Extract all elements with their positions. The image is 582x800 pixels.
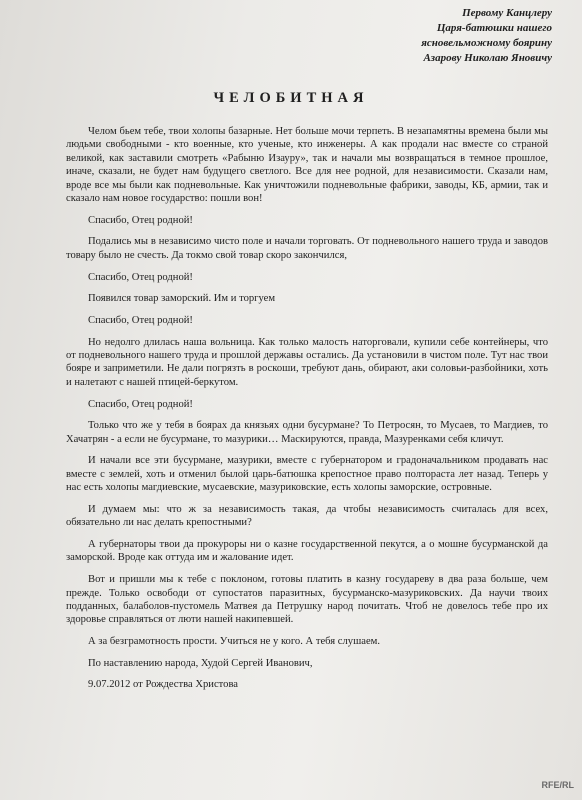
- addressee-line: ясновельможному боярину: [421, 37, 552, 49]
- document-title: ЧЕЛОБИТНАЯ: [213, 90, 369, 106]
- paragraph: А губернаторы твои да прокуроры ни о казне государственной пекутся, а о мошне бусурманской да заморской. Вроде как оттуда им и жалование идет.: [66, 539, 548, 564]
- refrain-line: Спасибо, Отец родной!: [88, 271, 193, 283]
- signature-line: По наставлению народа, Худой Сергей Иванович,: [88, 657, 313, 669]
- paragraph: Только что же у тебя в боярах да князьях одни бусурмане? То Петросян, то Мусаев, то Магдиев, то Хачатрян - а если не бусурмане, то мазурики… Маскируются, правда, Мазуренками себя кличут.: [66, 420, 548, 445]
- paragraph: Подались мы в независимо чисто поле и начали торговать. От подневольного нашего труда и заводов товару было не счесть. Да токмо свой товар скоро закончился,: [66, 236, 548, 261]
- watermark: RFE/RL: [541, 780, 574, 790]
- paragraph: А за безграмотность прости. Учиться не у кого. А тебя слушаем.: [88, 636, 381, 648]
- paragraph: Появился товар заморский. Им и торгуем: [88, 293, 276, 305]
- date-line: 9.07.2012 от Рождества Христова: [88, 679, 239, 691]
- paragraph: И думаем мы: что ж за независимость такая, да чтобы независимость считалась для всех, обязательно ли нас делать крепостными?: [66, 503, 548, 529]
- refrain-line: Спасибо, Отец родной!: [88, 398, 193, 410]
- paragraph: Но недолго длилась наша вольница. Как только малость наторговали, купили себе контейнеры, что от подневольного нашего труда и прошлой державы остались. Да установили в чистом поле. Тут нас твои бояре и заприметили. Не дали погрязть в роскоши, требуют дань, обирают, аки соловьи-разбойники, хоть и налетают с нашей птицей-беркутом.: [66, 336, 548, 388]
- refrain-line: Спасибо, Отец родной!: [88, 214, 193, 226]
- paragraph: И начали все эти бусурмане, мазурики, вместе с губернатором и градоначальником продавать нас вместе с землей, хоть и отменил былой царь-батюшка крепостное право полтораста лет назад. Теперь у нас есть холопы магдиевские, мусаевские, мазуриковские, есть холопы заморские, островные.: [66, 455, 548, 494]
- addressee-line: Азарову Николаю Яновичу: [423, 52, 552, 64]
- refrain-line: Спасибо, Отец родной!: [88, 314, 193, 326]
- paragraph: Челом бьем тебе, твои холопы базарные. Нет больше мочи терпеть. В незапамятны времена были мы людьми свободными - кто военные, кто ученые, кто инженеры. А как продали нас вместе со страной великой, как заставили смотреть «Рабыню Изауру», так и начали мы возвращаться в темное прошлое, иначе, сказали, не будет нам будущего светлого. Все для нее родной, для независимости. Сказали нам, вроде все мы были как подневольные. Как уничтожили подневольные фабрики, заводы, КБ, армии, так и сказало нам новое государство: пошли вон!: [66, 126, 548, 205]
- addressee-line: Царя-батюшки нашего: [436, 22, 552, 34]
- addressee-line: Первому Канцлеру: [462, 7, 552, 19]
- addressee-block: [312, 6, 552, 66]
- paragraph: Вот и пришли мы к тебе с поклоном, готовы платить в казну государеву в два раза больше, чем прежде. Только освободи от супостатов паразитных, бусурманско-мазуриковских. Да научи твоих подданных, балаболов-пустомель Матвея да Петрушку народ почитать. Чтоб не довелось тебе про их здоровье справляться от люти нашей накипевшей.: [66, 574, 548, 626]
- petition-body: [66, 125, 548, 692]
